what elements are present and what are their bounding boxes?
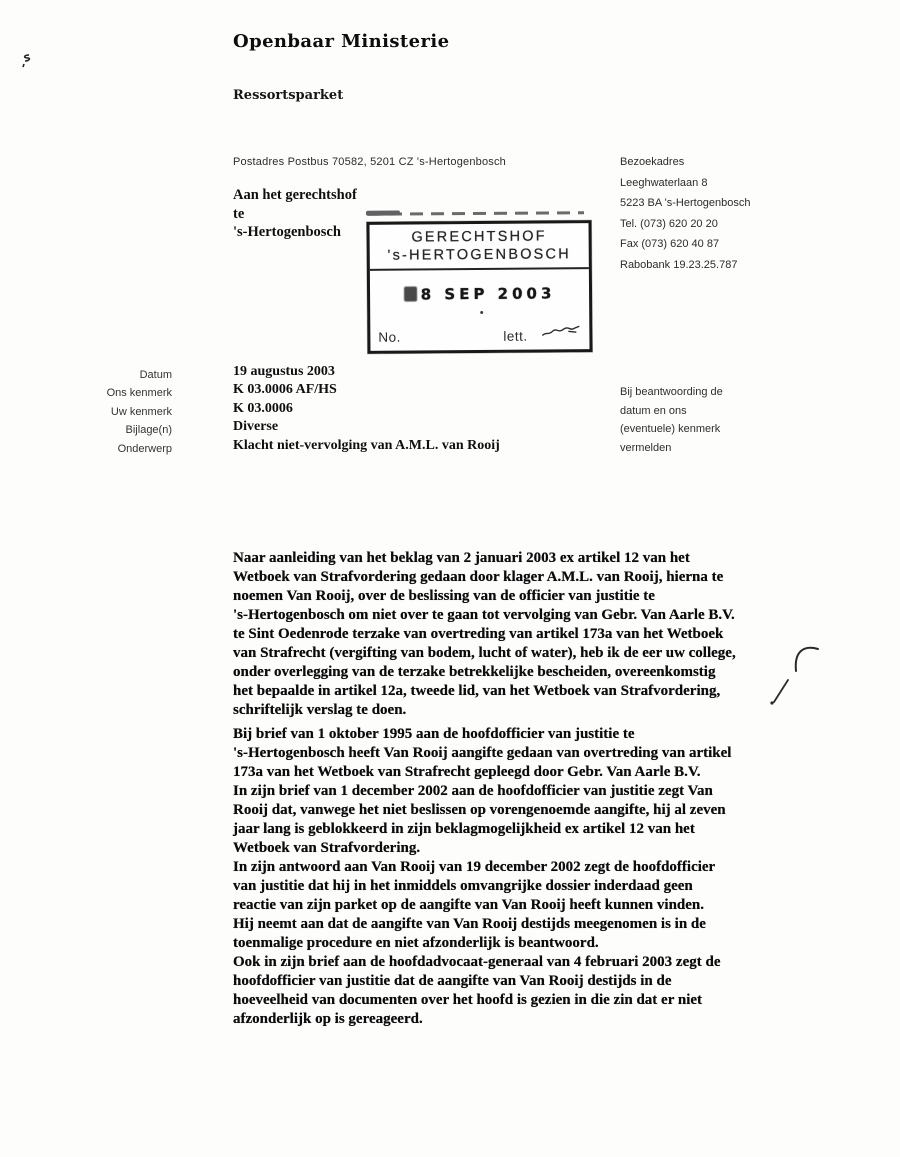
body-line: toenmalige procedure en niet afzonderlijk is beantwoord.: [233, 935, 599, 951]
stamp-court-line1: GERECHTSHOF: [411, 228, 547, 246]
body-line: 's-Hertogenbosch heeft Van Rooij aangifte gedaan van overtreding van artikel: [233, 745, 732, 761]
body-line: In zijn brief van 1 december 2002 aan de hoofdofficier van justitie zegt Van: [233, 783, 713, 799]
fax-number: Fax (073) 620 40 87: [620, 238, 720, 250]
body-line: afzonderlijk op is gereageerd.: [233, 1011, 423, 1027]
stamp-court-name: [370, 223, 589, 271]
bank-account: Rabobank 19.23.25.787: [620, 258, 738, 271]
value-datum: 19 augustus 2003: [233, 364, 335, 379]
phone-number: Tel. (073) 620 20 20: [620, 217, 718, 230]
body-line: 173a van het Wetboek van Strafrecht gepleegd door Gebr. Van Aarle B.V.: [233, 764, 701, 780]
body-line: noemen Van Rooij, over de beslissing van de officier van justitie te: [233, 588, 655, 604]
body-paragraph-1: [233, 549, 736, 720]
body-line: te Sint Oedenrode terzake van overtreding van artikel 173a van het Wetboek: [233, 626, 724, 642]
corner-scan-artifact: [20, 52, 34, 70]
body-line: Hij neemt aan dat de aangifte van Van Rooij destijds meegenomen is in de: [233, 916, 706, 932]
label-datum: Datum: [139, 369, 172, 381]
body-line: Naar aanleiding van het beklag van 2 januari 2003 ex artikel 12 van het: [233, 550, 690, 566]
body-line: jaar lang is geblokkeerd in zijn beklagmogelijkheid ex artikel 12 van het: [233, 821, 695, 837]
body-line: reactie van zijn parket op de aangifte van Van Rooij heeft kunnen vinden.: [233, 897, 705, 913]
ink-speck: [480, 311, 483, 314]
recipient-line: te: [233, 205, 245, 222]
reply-note-line: (eventuele) kenmerk: [620, 423, 721, 435]
stamp-lett-label: lett.: [503, 328, 528, 344]
stamp-date: 8 SEP 2003: [420, 284, 556, 304]
stamp-no-label: No.: [378, 329, 401, 345]
reply-note-line: Bij beantwoording de: [620, 386, 723, 398]
label-bijlagen: Bijlage(n): [125, 424, 172, 437]
value-bijlagen: Diverse: [233, 419, 279, 435]
body-line: hoeveelheid van documenten over het hoofd is gezien in die zin dat er niet: [233, 992, 703, 1008]
body-line: het bepaalde in artikel 12a, tweede lid, van het Wetboek van Strafvordering,: [233, 683, 721, 699]
received-stamp: [366, 220, 592, 354]
body-line: 's-Hertogenbosch om niet over te gaan tot vervolging van Gebr. Van Aarle B.V.: [233, 607, 735, 623]
reply-note-line: datum en ons: [620, 404, 687, 417]
body-line: hoofdofficier van justitie dat de aangifte van Van Rooij destijds in de: [233, 973, 672, 989]
recipient-line: Aan het gerechtshof: [233, 187, 357, 203]
reply-note: [620, 383, 723, 457]
stamp-court-line2: 's-HERTOGENBOSCH: [387, 246, 571, 264]
stamp-ink-smudge: [404, 286, 417, 301]
metadata-labels: [20, 366, 172, 458]
value-onderwerp: Klacht niet-vervolging van A.M.L. van Rooij: [233, 437, 500, 453]
body-line: Bij brief van 1 oktober 1995 aan de hoofdofficier van justitie te: [233, 726, 635, 742]
visit-address-label: Bezoekadres: [620, 156, 685, 168]
department-name: Ressortsparket: [233, 88, 344, 103]
body-line: Wetboek van Strafvordering.: [233, 840, 421, 856]
reply-note-line: vermelden: [620, 441, 672, 454]
contact-block: [620, 152, 751, 275]
organization-name: Openbaar Ministerie: [233, 31, 450, 52]
pen-wave-line: [368, 211, 584, 216]
body-paragraph-2: [233, 725, 731, 1029]
body-line: Ook in zijn brief aan de hoofdadvocaat-generaal van 4 februari 2003 zegt de: [233, 954, 721, 970]
stamp-date-row: [370, 284, 589, 304]
value-ons-kenmerk: K 03.0006 AF/HS: [233, 382, 337, 398]
postal-address: Postadres Postbus 70582, 5201 CZ 's-Hertogenbosch: [233, 156, 506, 168]
pen-mark-tick: [768, 678, 794, 706]
recipient-block: [233, 186, 357, 242]
visit-address-city: 5223 BA 's-Hertogenbosch: [620, 197, 751, 209]
body-line: van Strafrecht (vergifting van bodem, lucht of water), heb ik de eer uw college,: [233, 645, 736, 661]
body-line: schriftelijk verslag te doen.: [233, 702, 407, 718]
label-uw-kenmerk: Uw kenmerk: [110, 405, 172, 418]
label-ons-kenmerk: Ons kenmerk: [106, 387, 172, 400]
pen-mark-curve: [788, 645, 822, 675]
body-line: In zijn antwoord aan Van Rooij van 19 december 2002 zegt de hoofdofficier: [233, 859, 716, 875]
body-line: Rooij dat, vanwege het niet beslissen op vorengenoemde aangifte, hij al zeven: [233, 802, 726, 818]
visit-address-street: Leeghwaterlaan 8: [620, 176, 708, 189]
metadata-values: [233, 363, 500, 455]
body-line: Wetboek van Strafvordering gedaan door klager A.M.L. van Rooij, hierna te: [233, 569, 724, 585]
recipient-line: 's-Hertogenbosch: [233, 224, 341, 240]
value-uw-kenmerk: K 03.0006: [233, 400, 293, 416]
handwritten-scribble: [540, 323, 582, 339]
body-line: van justitie dat hij in het inmiddels omvangrijke dossier inderdaad geen: [233, 878, 693, 894]
label-onderwerp: Onderwerp: [117, 442, 172, 455]
body-line: onder overlegging van de terzake betrekkelijke bescheiden, overeenkomstig: [233, 664, 716, 680]
